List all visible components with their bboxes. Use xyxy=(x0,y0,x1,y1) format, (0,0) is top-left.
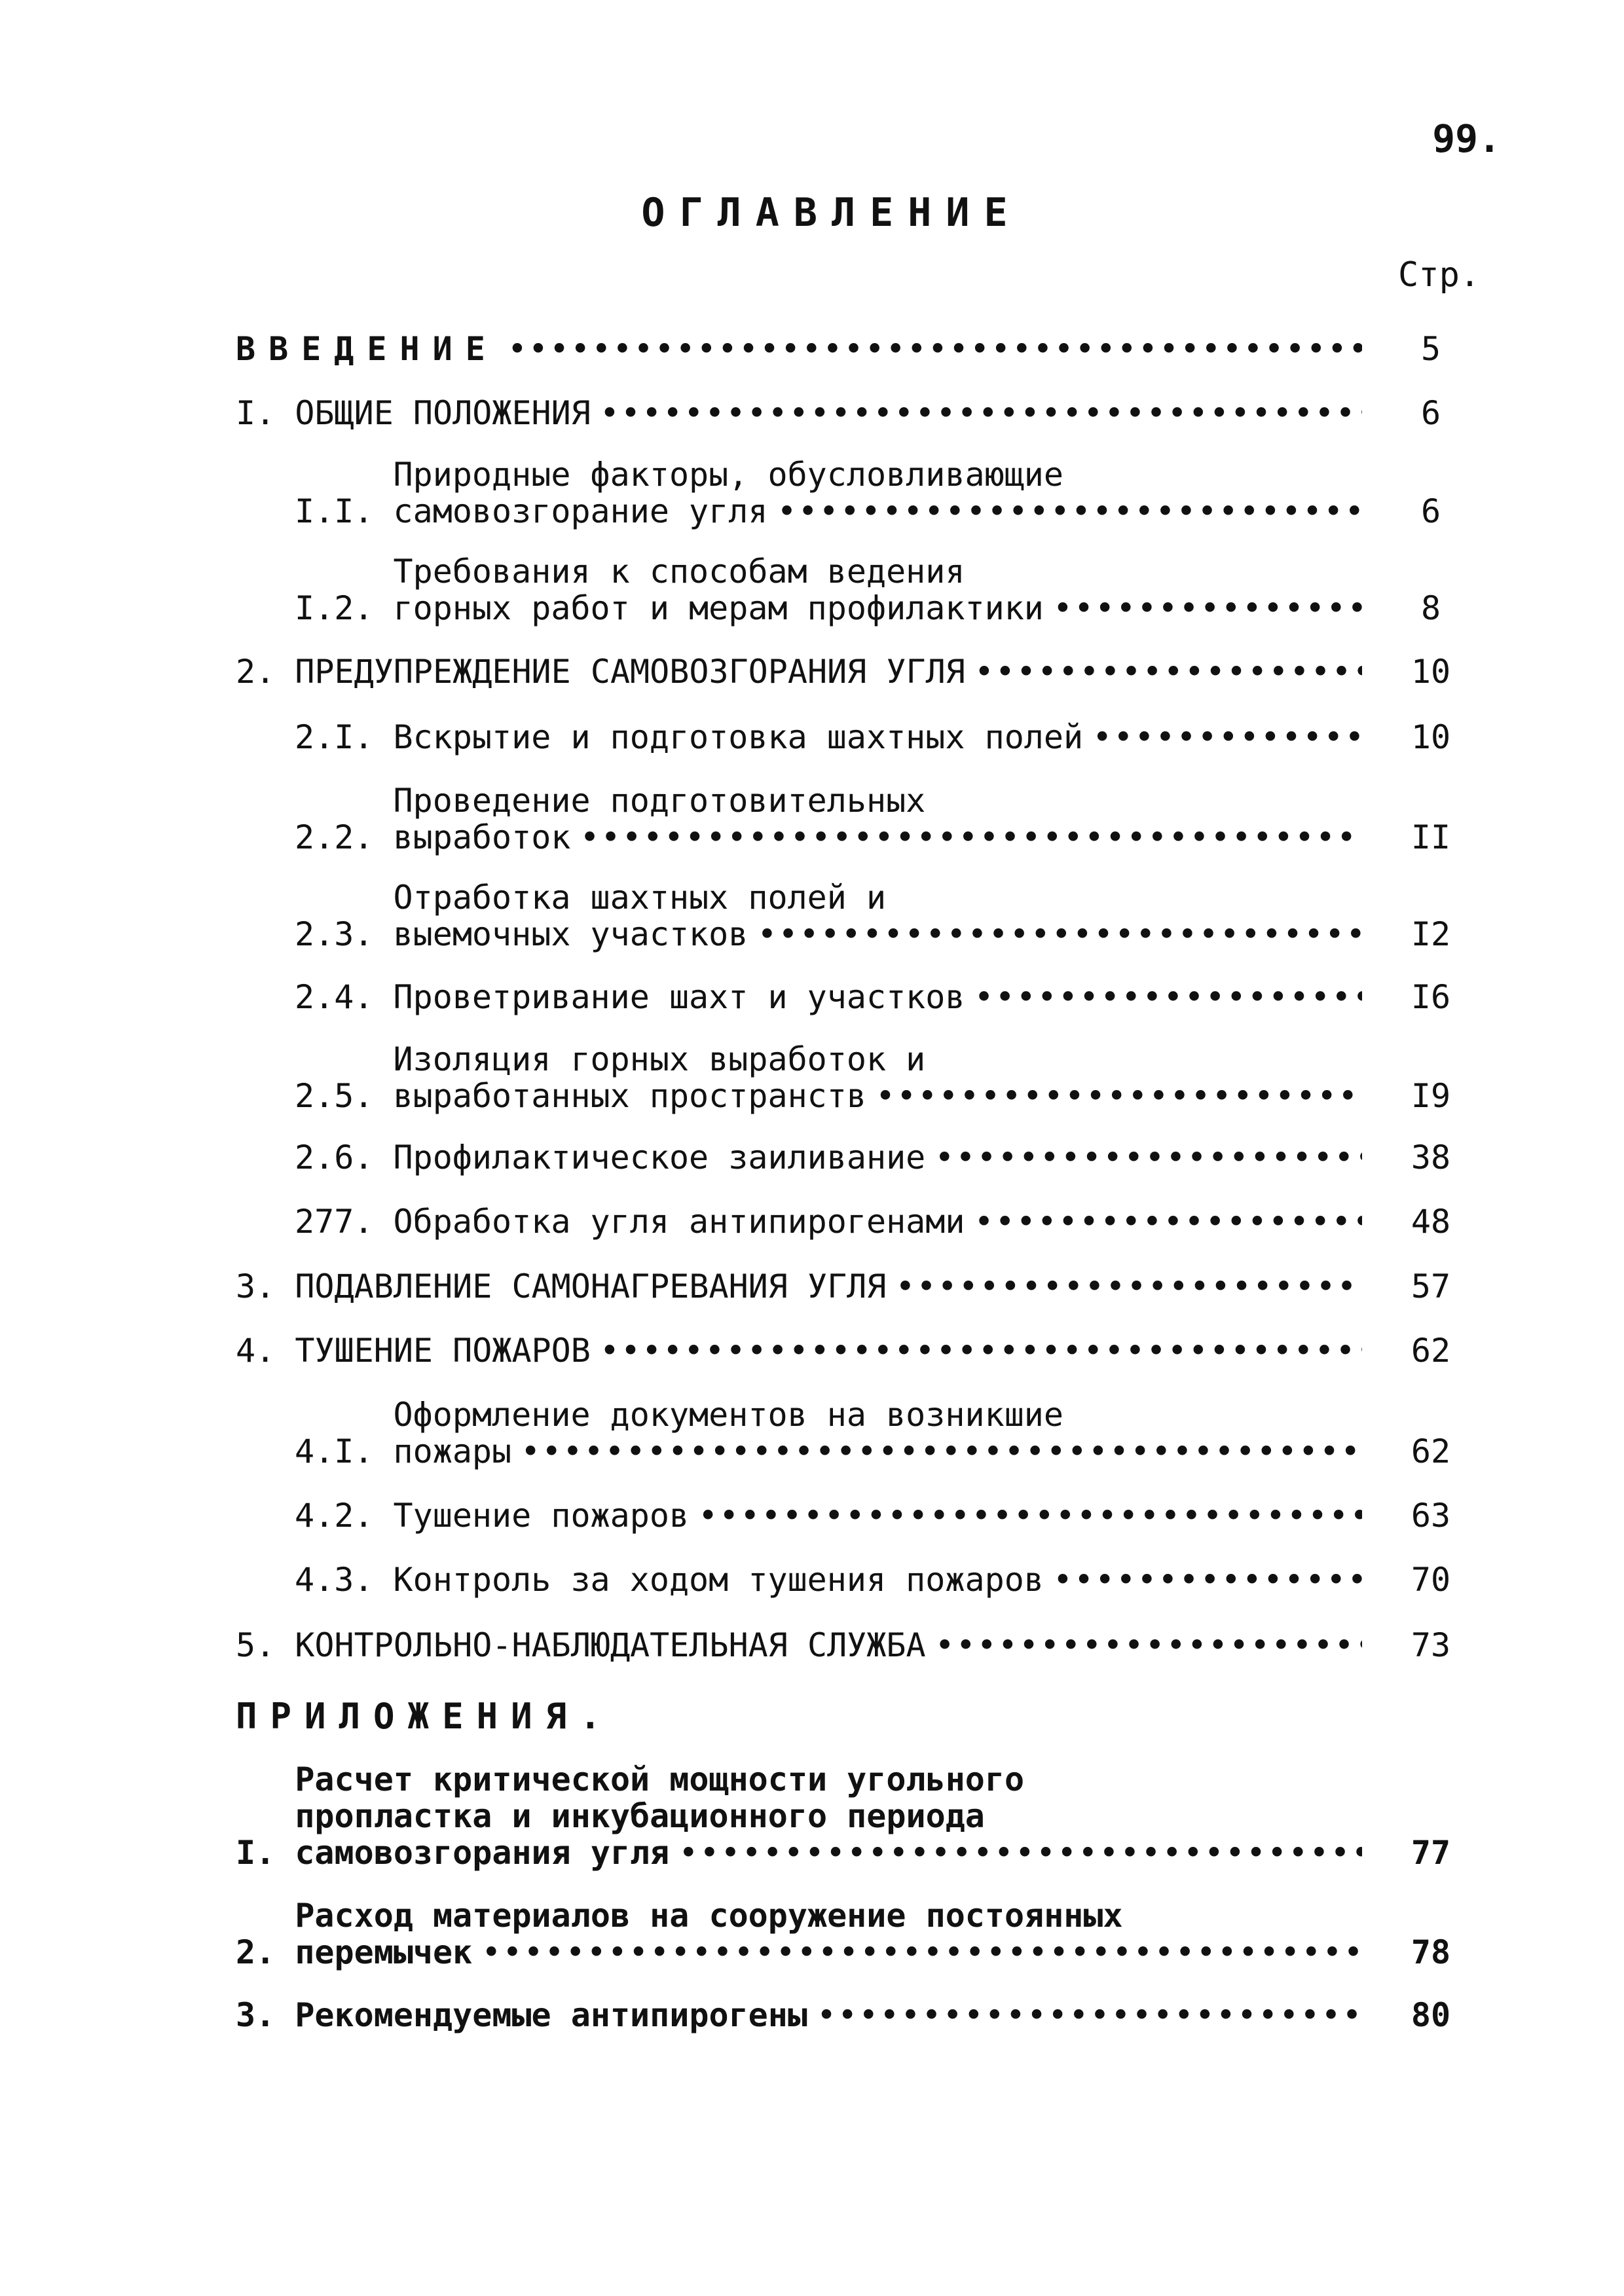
toc-entry xyxy=(295,1040,1451,1115)
entry-text: ОБЩИЕ ПОЛОЖЕНИЯ xyxy=(295,394,591,432)
dot-leader xyxy=(974,653,1362,690)
entry-page: 48 xyxy=(1411,1203,1451,1241)
page-column-label: Стр. xyxy=(1398,255,1481,295)
entry-number: 5. xyxy=(236,1626,295,1664)
toc-entry xyxy=(295,1139,1451,1176)
entry-page: 62 xyxy=(1411,1432,1451,1470)
dot-leader xyxy=(1053,590,1362,627)
appendix-entry xyxy=(236,1760,1451,1872)
entry-page: 6 xyxy=(1420,492,1441,530)
entry-page: 6 xyxy=(1420,394,1441,432)
entry-text: выработок xyxy=(393,818,571,856)
toc-entry xyxy=(295,456,1441,530)
entry-page: 73 xyxy=(1411,1626,1451,1664)
toc-entry xyxy=(236,653,1451,691)
entry-text-line: Проведение подготовительных xyxy=(393,782,926,820)
dot-leader xyxy=(934,1139,1362,1176)
dot-leader xyxy=(698,1497,1362,1534)
entry-number: 2.3. xyxy=(295,915,394,953)
entry-text-line: Изоляция горных выработок и xyxy=(393,1040,926,1078)
entry-text: выемочных участков xyxy=(393,915,748,953)
toc-entry xyxy=(295,1497,1451,1535)
appendix-heading: ПРИЛОЖЕНИЯ. xyxy=(236,1696,614,1737)
entry-page: I2 xyxy=(1411,915,1451,953)
entry-text-line: Расход материалов на сооружение постоянных xyxy=(295,1897,1123,1935)
entry-number: 2.5. xyxy=(295,1077,394,1115)
entry-page: 8 xyxy=(1420,589,1441,627)
entry-page: I6 xyxy=(1411,978,1451,1016)
entry-text: Контроль за ходом тушения пожаров xyxy=(393,1561,1044,1599)
appendix-entry xyxy=(236,1897,1451,1971)
entry-number: 3. xyxy=(236,1996,295,2034)
toc-entry xyxy=(236,1267,1451,1305)
dot-leader xyxy=(678,1834,1362,1871)
page-number: 99. xyxy=(1432,117,1501,161)
entry-text-line: Отработка шахтных полей и xyxy=(393,879,887,917)
entry-text: ТУШЕНИЕ ПОЖАРОВ xyxy=(295,1332,591,1370)
entry-number: 2.4. xyxy=(295,978,394,1016)
entry-number: 4.I. xyxy=(295,1432,394,1470)
entry-text-line: пропластка и инкубационного периода xyxy=(295,1797,985,1835)
entry-text: пожары xyxy=(393,1432,512,1470)
dot-leader xyxy=(935,1627,1362,1664)
entry-text: выработанных пространств xyxy=(393,1077,866,1115)
entry-text: ВВЕДЕНИЕ xyxy=(236,330,498,368)
entry-number: I.2. xyxy=(295,589,394,627)
entry-page: 70 xyxy=(1411,1561,1451,1599)
entry-page: 10 xyxy=(1411,718,1451,756)
dot-leader xyxy=(876,1078,1362,1114)
toc-entry xyxy=(236,1332,1451,1370)
entry-page: 10 xyxy=(1411,653,1451,691)
entry-number: I.I. xyxy=(295,492,394,530)
entry-text: ПОДАВЛЕНИЕ САМОНАГРЕВАНИЯ УГЛЯ xyxy=(295,1267,887,1305)
appendix-entry xyxy=(236,1996,1451,2034)
entry-number: 2.I. xyxy=(295,718,394,756)
entry-page: II xyxy=(1411,818,1451,856)
entry-page: 57 xyxy=(1411,1267,1451,1305)
entry-number: 2. xyxy=(236,1933,295,1971)
entry-page: 5 xyxy=(1420,330,1441,368)
dot-leader xyxy=(600,1332,1362,1369)
entry-text: Профилактическое заиливание xyxy=(393,1139,926,1176)
toc-entry xyxy=(295,553,1441,627)
dot-leader xyxy=(817,1997,1362,2033)
dot-leader xyxy=(521,1433,1362,1470)
entry-number: 4. xyxy=(236,1332,295,1370)
entry-text-line: Расчет критической мощности угольного xyxy=(295,1760,1025,1798)
toc-entry xyxy=(295,978,1451,1016)
dot-leader xyxy=(507,331,1362,367)
entry-text-line: Оформление документов на возникшие xyxy=(393,1396,1064,1434)
entry-number: I. xyxy=(236,394,295,432)
toc-entry xyxy=(295,1203,1451,1241)
toc-entry xyxy=(295,879,1451,953)
entry-page: 77 xyxy=(1411,1834,1451,1872)
toc-entry xyxy=(295,1561,1451,1599)
dot-leader xyxy=(1053,1561,1362,1598)
entry-number: 4.3. xyxy=(295,1561,394,1599)
entry-text: Обработка угля антипирогенами xyxy=(393,1203,965,1241)
entry-text: Тушение пожаров xyxy=(393,1497,690,1535)
dot-leader xyxy=(481,1934,1362,1971)
dot-leader xyxy=(1092,719,1362,756)
entry-text: ПРЕДУПРЕЖДЕНИЕ САМОВОЗГОРАНИЯ УГЛЯ xyxy=(295,653,965,691)
entry-number: 2. xyxy=(236,653,295,691)
toc-entry xyxy=(295,782,1451,856)
entry-text: самовозгорания угля xyxy=(295,1834,670,1872)
entry-page: 63 xyxy=(1411,1497,1451,1535)
entry-text: КОНТРОЛЬНО-НАБЛЮДАТЕЛЬНАЯ СЛУЖБА xyxy=(295,1626,926,1664)
dot-leader xyxy=(757,916,1362,953)
entry-text-line: Требования к способам ведения xyxy=(393,553,965,591)
entry-number: I. xyxy=(236,1834,295,1872)
dot-leader xyxy=(895,1268,1362,1305)
dot-leader xyxy=(580,819,1362,856)
entry-text: Проветривание шахт и участков xyxy=(393,978,965,1016)
dot-leader xyxy=(974,979,1363,1015)
toc-entry xyxy=(295,1396,1451,1470)
dot-leader xyxy=(974,1203,1363,1240)
entry-number: 3. xyxy=(236,1267,295,1305)
entry-number: 2.2. xyxy=(295,818,394,856)
entry-page: 80 xyxy=(1411,1996,1451,2034)
entry-page: I9 xyxy=(1411,1077,1451,1115)
toc-entry xyxy=(295,718,1451,756)
dot-leader xyxy=(777,493,1362,530)
entry-text-line: Природные факторы, обусловливающие xyxy=(393,456,1064,494)
entry-text: самовозгорание угля xyxy=(393,492,768,530)
dot-leader xyxy=(600,395,1362,431)
entry-number: 2.6. xyxy=(295,1139,394,1176)
toc-entry xyxy=(236,1626,1451,1664)
entry-text: Вскрытие и подготовка шахтных полей xyxy=(393,718,1084,756)
entry-page: 38 xyxy=(1411,1139,1451,1176)
entry-text: перемычек xyxy=(295,1933,473,1971)
entry-text: горных работ и мерам профилактики xyxy=(393,589,1044,627)
entry-text: Рекомендуемые антипирогены xyxy=(295,1996,807,2034)
toc-entry-intro xyxy=(236,330,1441,368)
toc-title: ОГЛАВЛЕНИЕ xyxy=(641,190,1022,236)
entry-page: 62 xyxy=(1411,1332,1451,1370)
entry-number: 277. xyxy=(295,1203,394,1241)
entry-number: 4.2. xyxy=(295,1497,394,1535)
toc-entry xyxy=(236,394,1441,432)
entry-page: 78 xyxy=(1411,1933,1451,1971)
